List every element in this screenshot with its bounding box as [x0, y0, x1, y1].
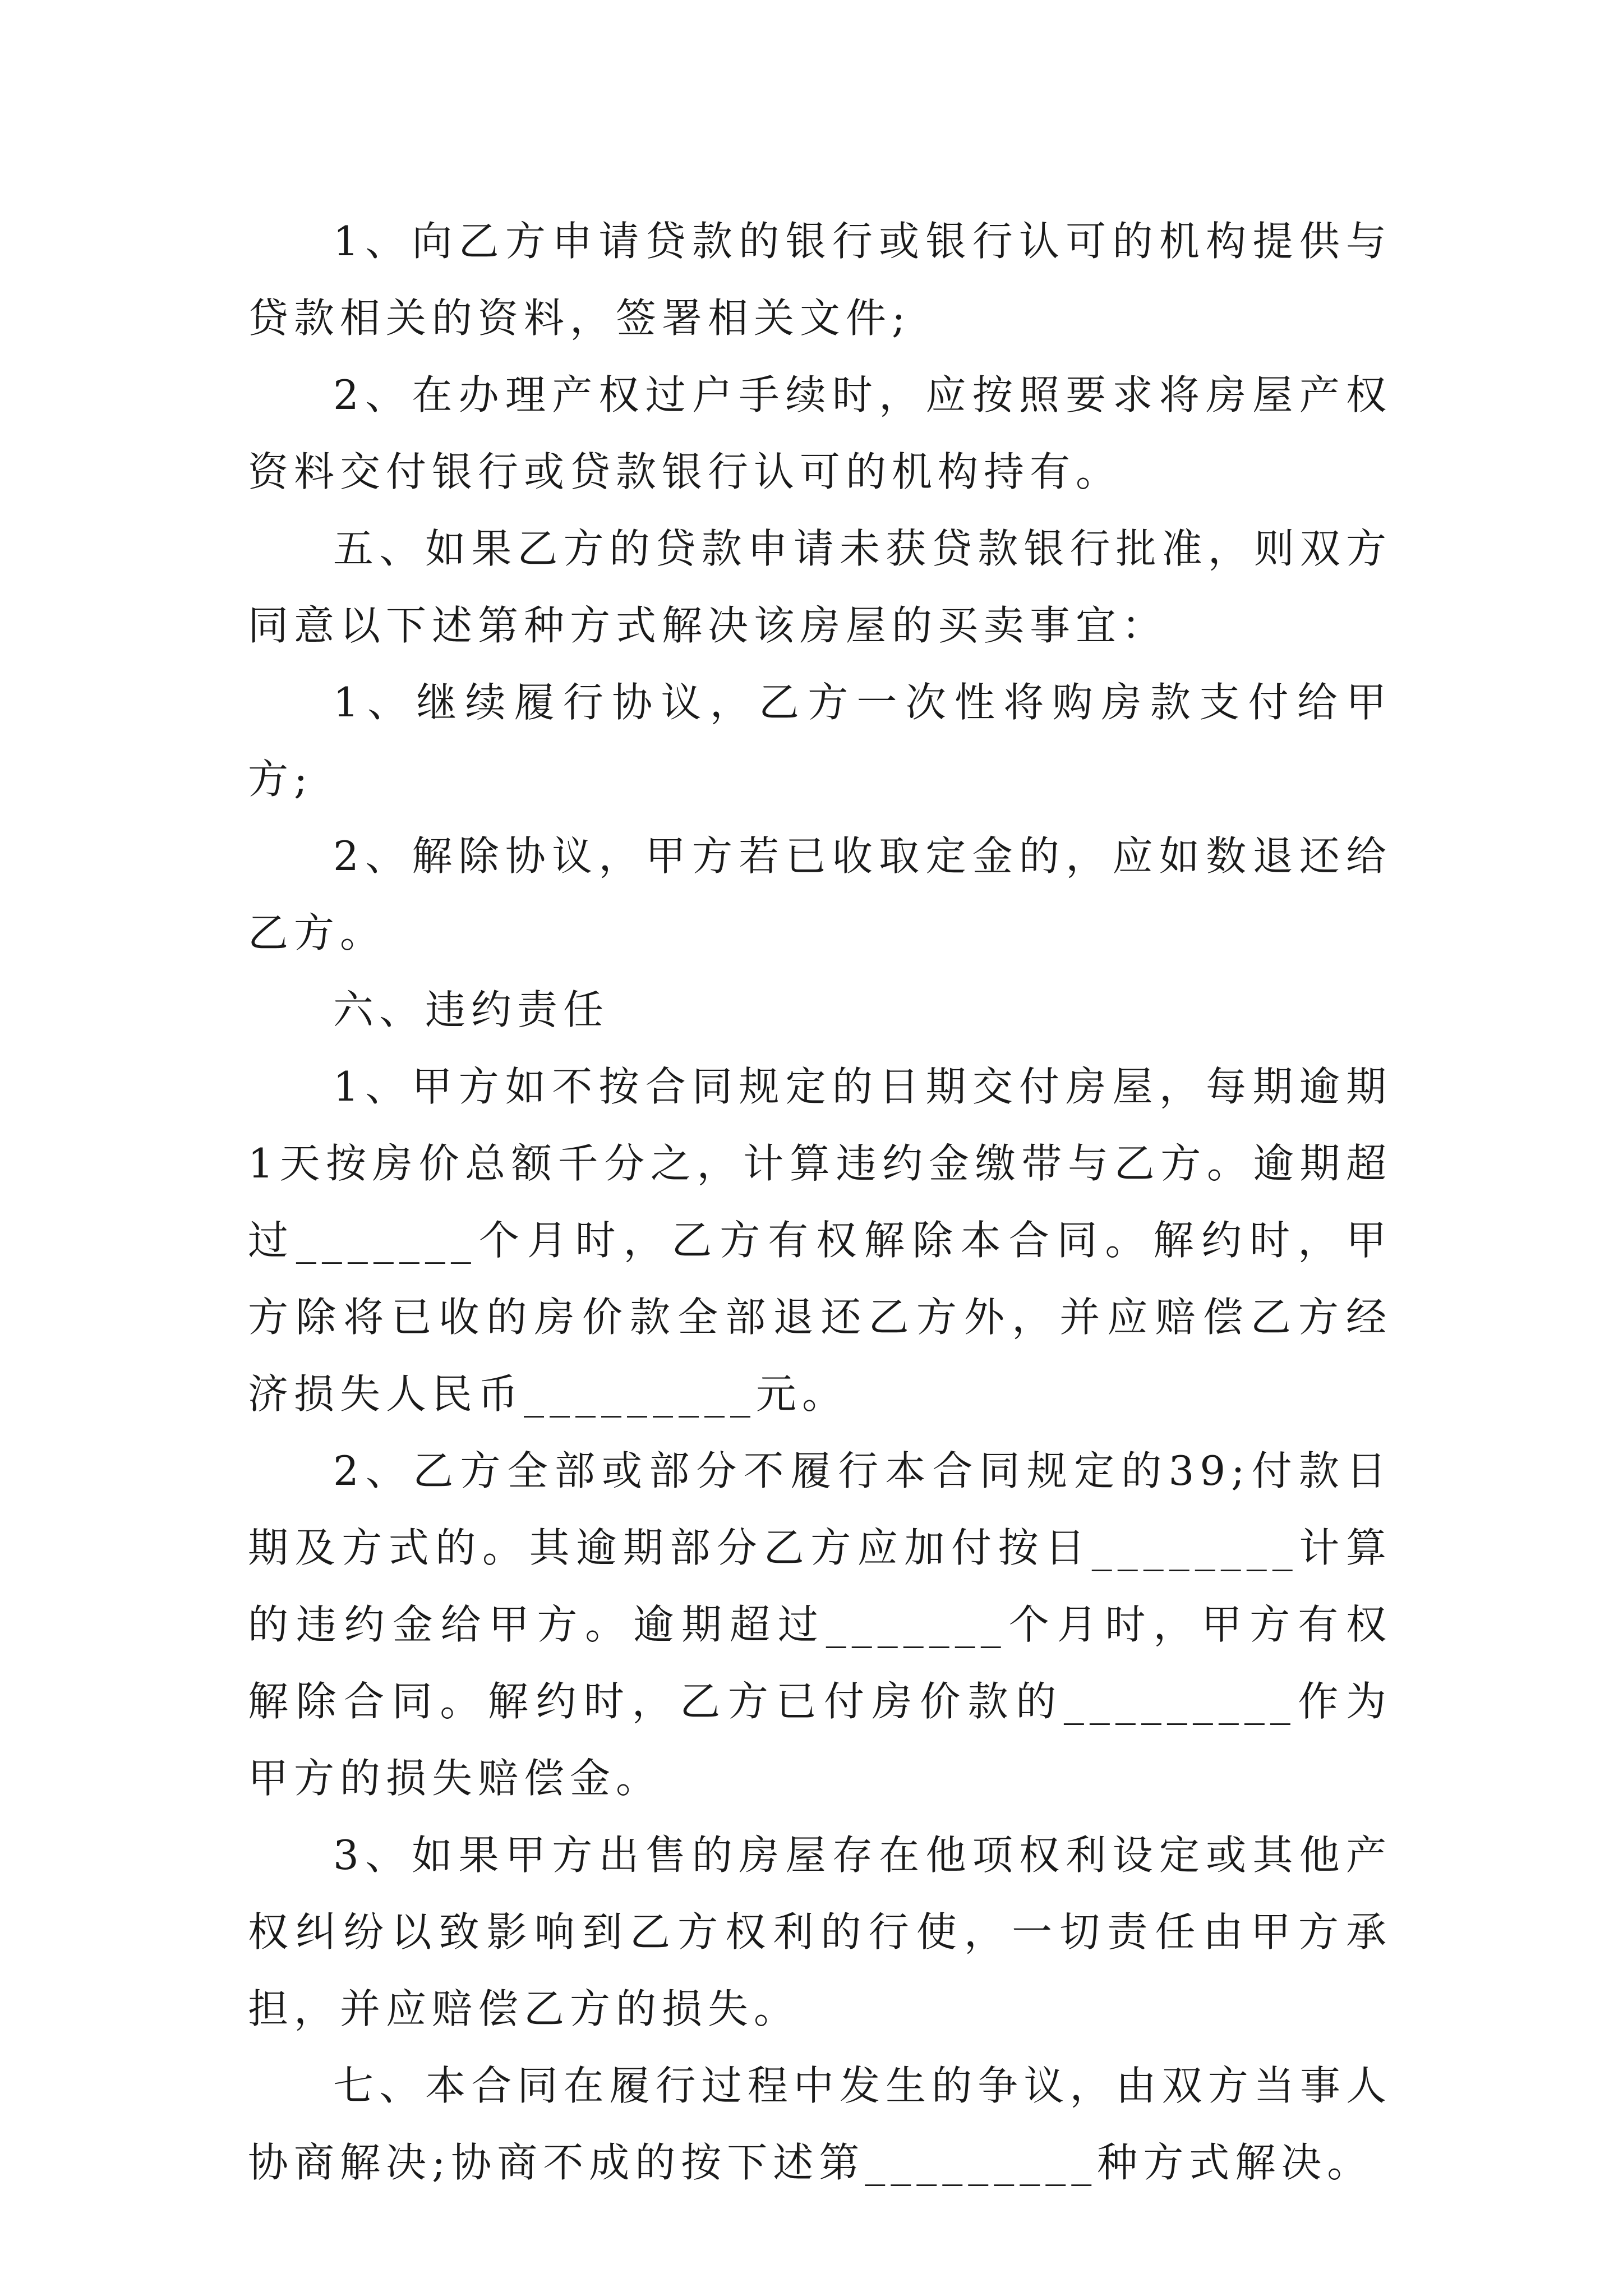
document-body — [248, 203, 1392, 2201]
paragraph-section-seven: 七、本合同在履行过程中发生的争议，由双方当事人协商解决;协商不成的按下述第_________种方式解决。 — [248, 2062, 1392, 2186]
paragraph-terminate-agreement: 2、解除协议，甲方若已收取定金的，应如数退还给乙方。 — [248, 832, 1392, 956]
paragraph-loan-materials: 1、向乙方申请贷款的银行或银行认可的机构提供与贷款相关的资料，签署相关文件; — [248, 218, 1392, 342]
paragraph-property-dispute: 3、如果甲方出售的房屋存在他项权利设定或其他产权纠纷以致影响到乙方权利的行使，一切责任由甲方承担，并应赔偿乙方的损失。 — [248, 1832, 1392, 2032]
paragraph-title-transfer: 2、在办理产权过户手续时，应按照要求将房屋产权资料交付银行或贷款银行认可的机构持有。 — [248, 371, 1392, 495]
paragraph-party-b-breach: 2、乙方全部或部分不履行本合同规定的39;付款日期及方式的。其逾期部分乙方应加付按日________计算的违约金给甲方。逾期超过_______个月时，甲方有权解除合同。解约时，乙方已付房价款的_________作为甲方的损失赔偿金。 — [248, 1447, 1392, 1802]
paragraph-section-five: 五、如果乙方的贷款申请未获贷款银行批准，则双方同意以下述第种方式解决该房屋的买卖事宜： — [248, 525, 1392, 649]
section-heading-liability: 六、违约责任 — [333, 986, 610, 1033]
paragraph-party-a-breach: 1、甲方如不按合同规定的日期交付房屋，每期逾期1天按房价总额千分之，计算违约金缴带与乙方。逾期超过_______个月时，乙方有权解除本合同。解约时，甲方除将已收的房价款全部退还乙方外，并应赔偿乙方经济损失人民币_________元。 — [248, 1063, 1392, 1418]
paragraph-continue-agreement: 1、继续履行协议，乙方一次性将购房款支付给甲方; — [248, 679, 1392, 803]
